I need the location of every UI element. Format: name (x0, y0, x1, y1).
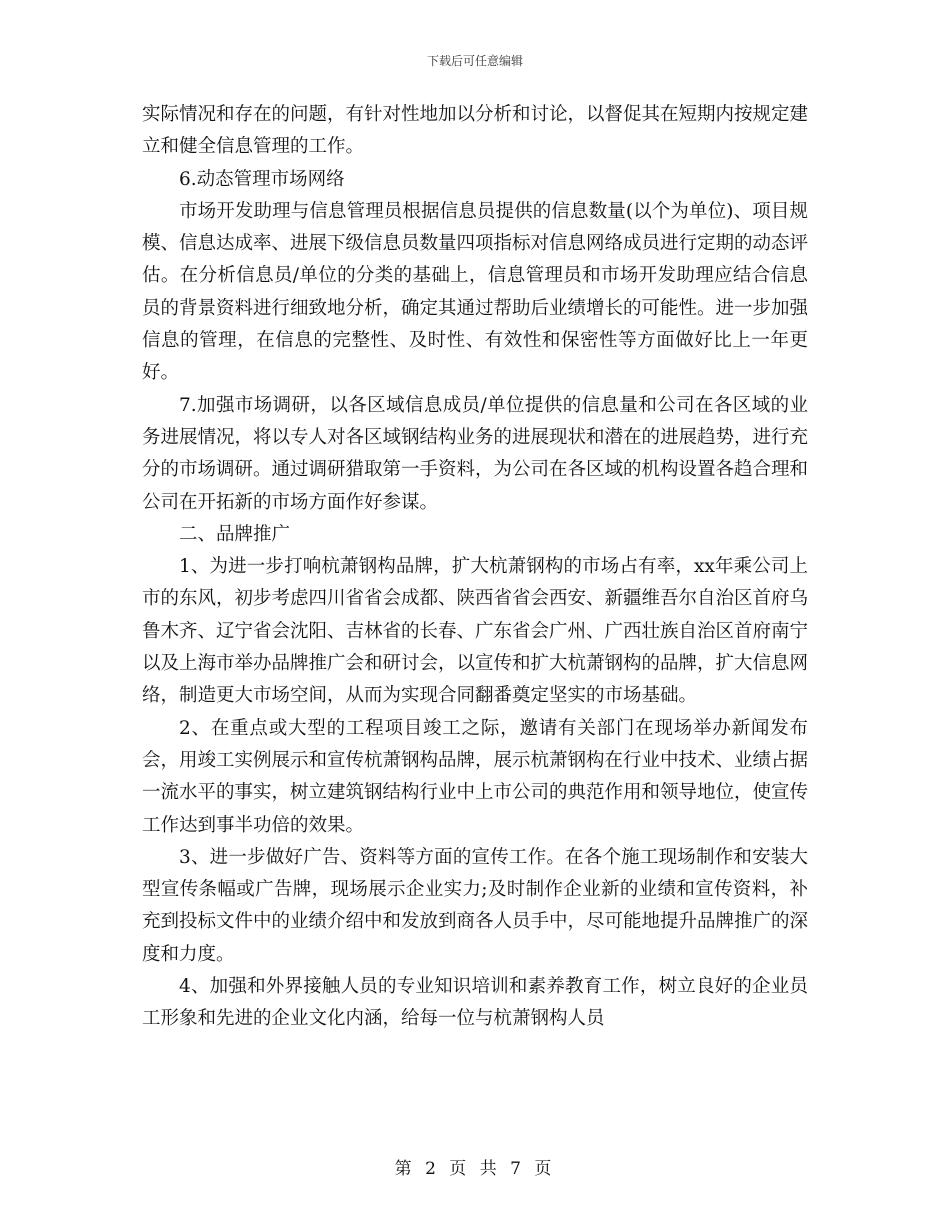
paragraph-2: 市场开发助理与信息管理员根据信息员提供的信息数量(以个为单位)、项目规模、信息达成率、进展下级信息员数量四项指标对信息网络成员进行定期的动态评估。在分析信息员/单位的分类的基础上，信息管理员和市场开发助理应结合信息员的背景资料进行细致地分析，确定其通过帮助后业绩增长的可能性。进一步加强信息的管理，在信息的完整性、及时性、有效性和保密性等方面做好比上一年更好。 (142, 200, 809, 384)
document-body (142, 99, 808, 1036)
paragraph-5: 2、在重点或大型的工程项目竣工之际，邀请有关部门在现场举办新闻发布会，用竣工实例展示和宣传杭萧钢构品牌，展示杭萧钢构在行业中技术、业绩占据一流水平的事实，树立建筑钢结构行业中上市公司的典范作用和领导地位，使宣传工作达到事半功倍的效果。 (142, 717, 809, 836)
header-note: 下载后可任意编辑 (426, 54, 523, 68)
paragraph-7: 4、加强和外界接触人员的专业知识培训和素养教育工作，树立良好的企业员工形象和先进的企业文化内涵，给每一位与杭萧钢构人员 (142, 976, 808, 1030)
page-number: 第 2 页 共 7 页 (394, 1159, 556, 1179)
paragraph-4: 1、为进一步打响杭萧钢构品牌，扩大杭萧钢构的市场占有率，xx年乘公司上市的东风，初步考虑四川省省会成都、陕西省省会西安、新疆维吾尔自治区首府乌鲁木齐、辽宁省会沈阳、吉林省的长春、广东省会广州、广西壮族自治区首府南宁以及上海市举办品牌推广会和研讨会，以宣传和扩大杭萧钢构的品牌，扩大信息网络，制造更大市场空间，从而为实现合同翻番奠定坚实的市场基础。 (142, 556, 809, 707)
section-heading-brand-promotion: 二、品牌推广 (179, 523, 291, 545)
section-heading-dynamic-management: 6.动态管理市场网络 (179, 168, 345, 190)
paragraph-6: 3、进一步做好广告、资料等方面的宣传工作。在各个施工现场制作和安装大型宣传条幅或广告牌，现场展示企业实力;及时制作企业新的业绩和宣传资料，补充到投标文件中的业绩介绍中和发放到商各人员手中，尽可能地提升品牌推广的深度和力度。 (142, 846, 809, 965)
paragraph-3: 7.加强市场调研，以各区域信息成员/单位提供的信息量和公司在各区域的业务进展情况，将以专人对各区域钢结构业务的进展现状和潜在的进展趋势，进行充分的市场调研。通过调研猎取第一手资料，为公司在各区域的机构设置各趋合理和公司在开拓新的市场方面作好参谋。 (142, 394, 809, 513)
paragraph-1: 实际情况和存在的问题，有针对性地加以分析和讨论，以督促其在短期内按规定建立和健全信息管理的工作。 (142, 104, 809, 158)
